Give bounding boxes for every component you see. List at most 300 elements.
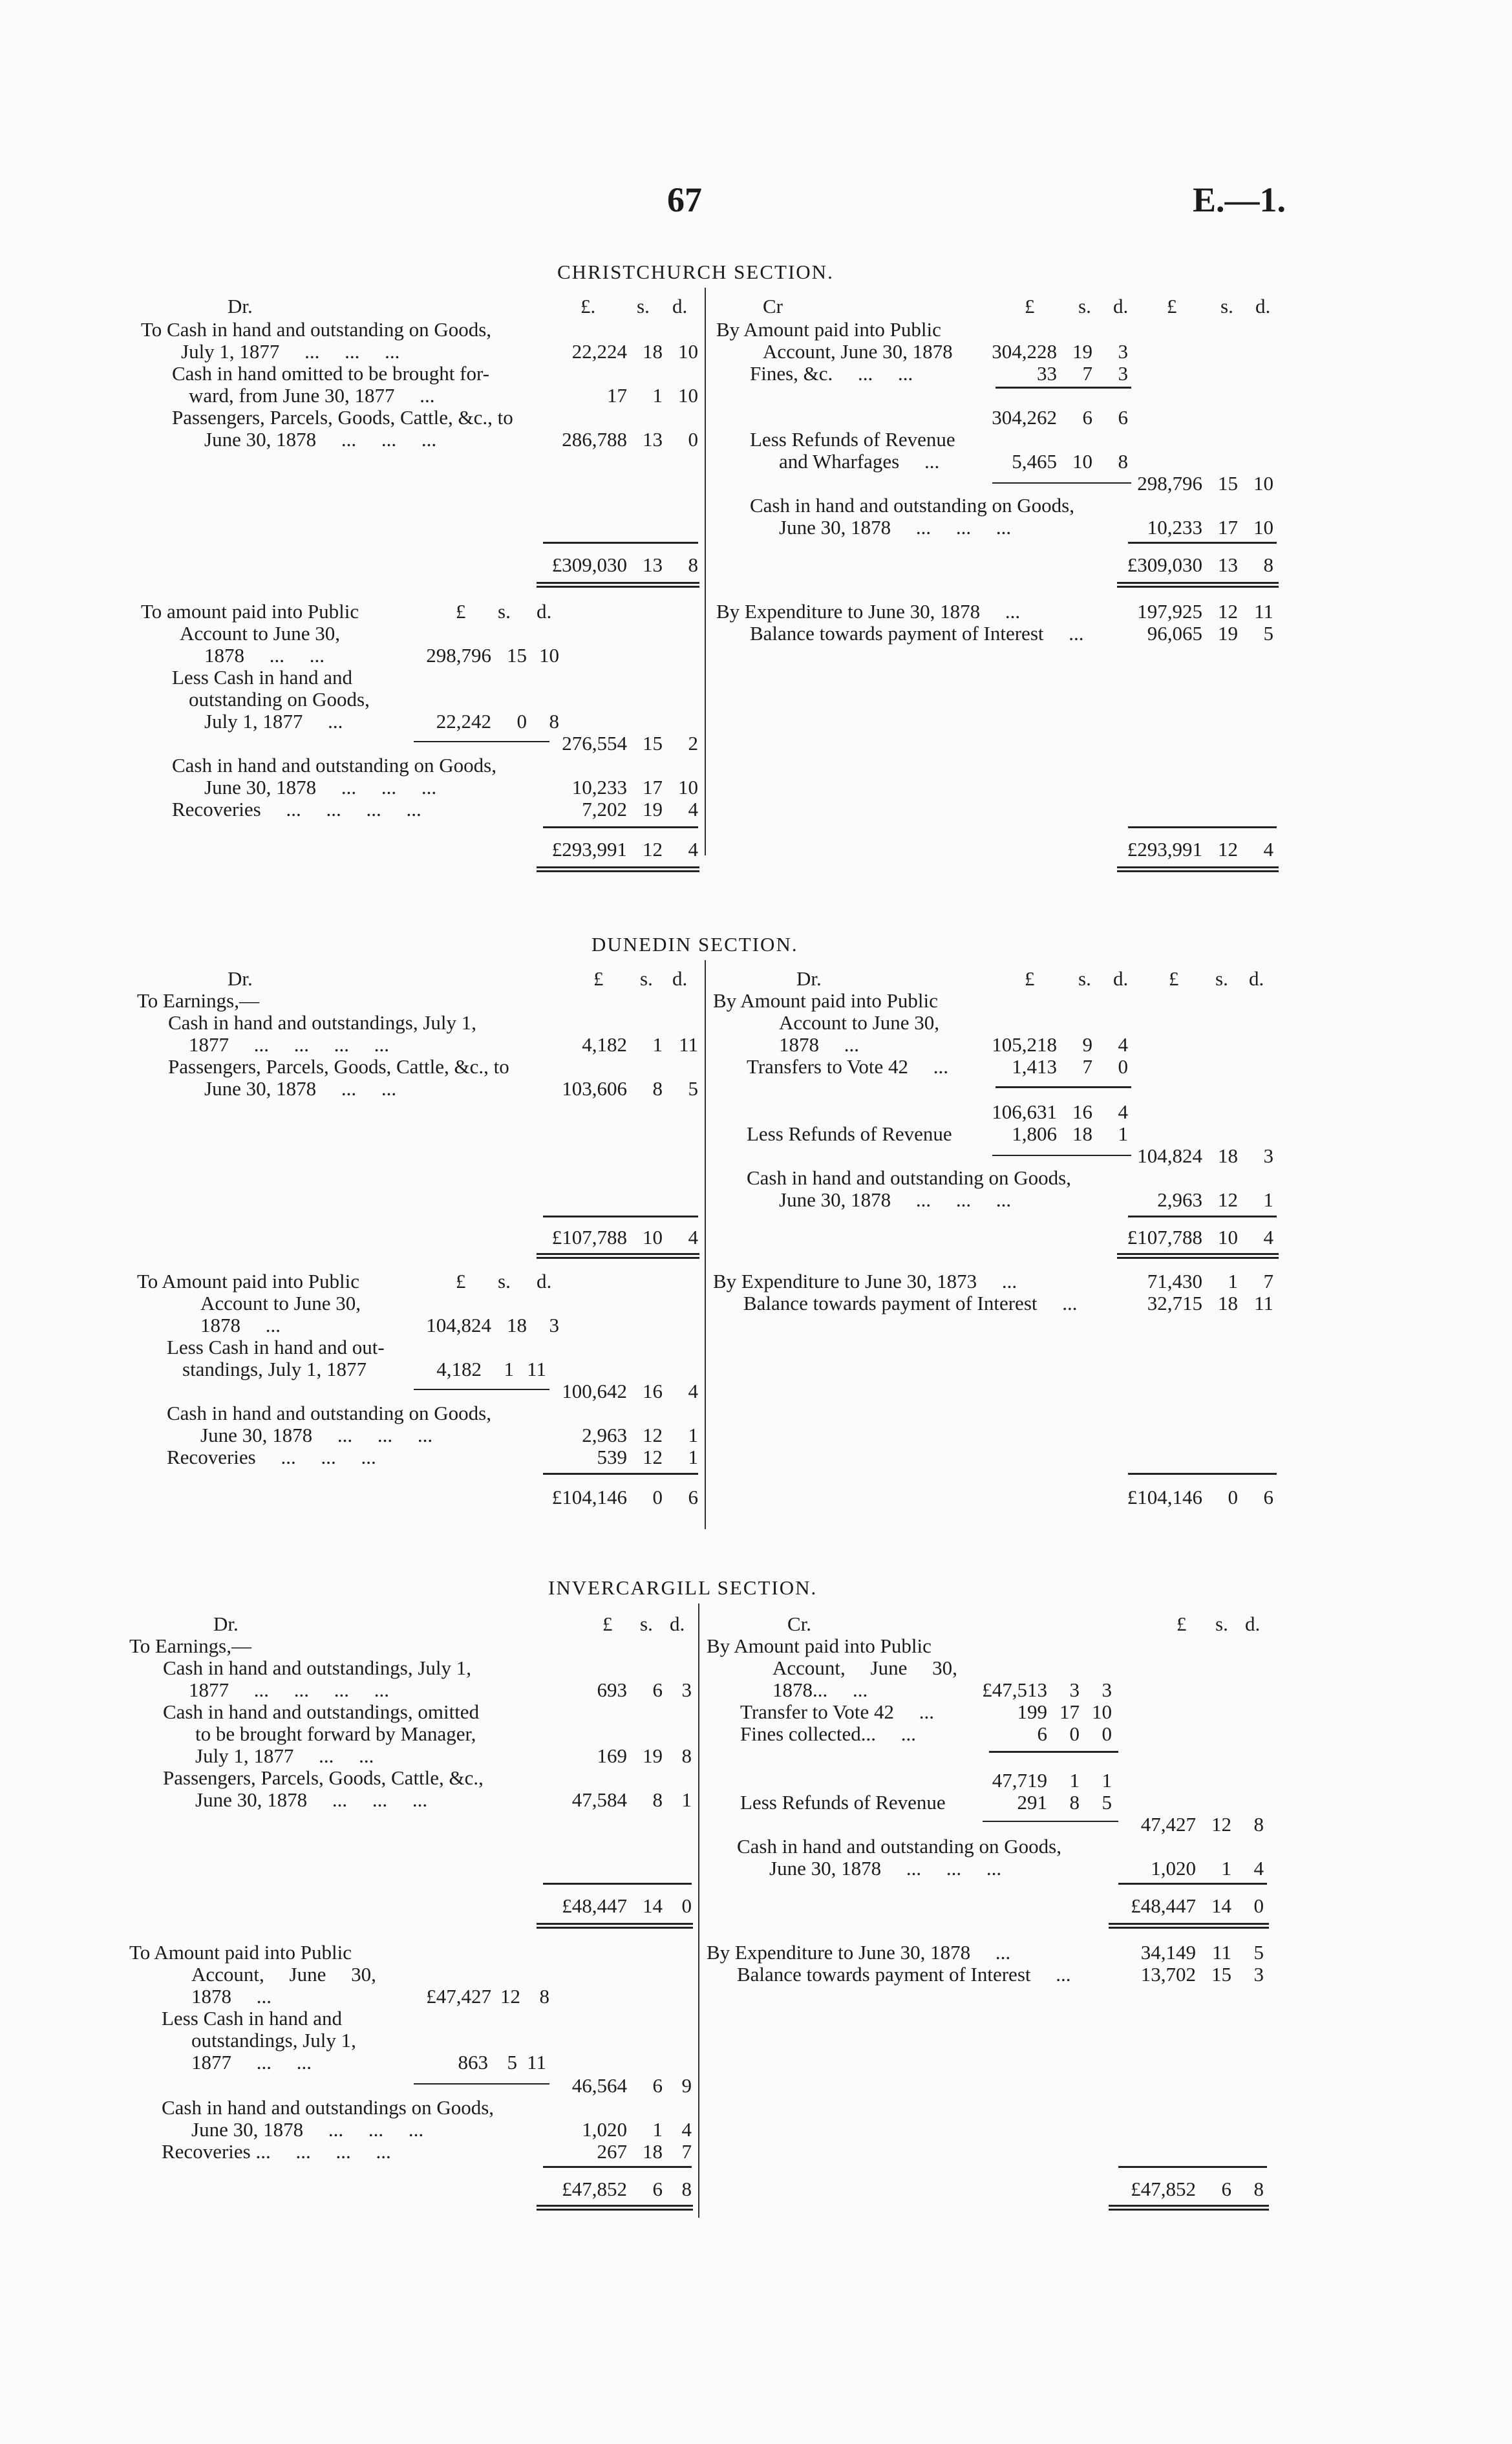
invercargill-cr-line-6-shillings: 8 (1069, 1791, 1080, 1814)
dunedin-cr-total-shillings: 10 (1218, 1226, 1238, 1249)
invercargill-dr-line-8-pence: 1 (681, 1788, 692, 1811)
invercargill-dr2-line-8-shillings: 1 (652, 2118, 663, 2141)
invercargill-cr2-line-1-shillings: 11 (1212, 1941, 1231, 1964)
christchurch-cr-total-pounds: £309,030 (1127, 553, 1202, 576)
dunedin-dr2-line-5-shillings: 1 (504, 1358, 514, 1380)
dunedin-cr-d-heading-2: d. (1249, 967, 1264, 990)
invercargill-cr-heading: Cr. (787, 1613, 812, 1635)
dunedin-cr-line-7-pence: 1 (1263, 1188, 1273, 1211)
invercargill-dr-line-4: Cash in hand and outstandings, omitted (163, 1700, 480, 1723)
christchurch-dr-total-shillings: 13 (643, 553, 663, 576)
invercargill-cr-line-6-pounds: 291 (1017, 1791, 1047, 1814)
christchurch-cr-line-7-pence: 10 (1253, 516, 1273, 539)
invercargill-cr-line-5-pence: 0 (1102, 1722, 1112, 1745)
christchurch-dr-total-rule (543, 542, 698, 544)
invercargill-dr-d-heading: d. (670, 1613, 685, 1635)
christchurch-cr-line-3-shillings: 7 (1082, 362, 1092, 385)
invercargill-dr2-line-3: 1878 ... (191, 1985, 272, 2008)
christchurch-cr2-total-shillings: 12 (1218, 838, 1238, 861)
invercargill-cr-line-1: By Amount paid into Public (707, 1635, 932, 1657)
dunedin-dr-total-pounds: £107,788 (551, 1226, 627, 1249)
christchurch-cr2-line-2-pounds: 96,065 (1147, 622, 1202, 645)
christchurch-cr-d-heading-1: d. (1113, 295, 1129, 317)
invercargill-cr2-line-1: By Expenditure to June 30, 1878 ... (707, 1941, 1011, 1964)
invercargill-cr-s-heading: s. (1215, 1613, 1228, 1635)
invercargill-cr-line-5-pounds: 6 (1037, 1722, 1047, 1745)
dunedin-dr2-line-4: Less Cash in hand and out- (167, 1336, 385, 1358)
dunedin-dr-s-heading: s. (640, 967, 653, 990)
dunedin-dr2-line-8-pence: 1 (688, 1446, 698, 1468)
invercargill-cr-line-4-pence: 10 (1092, 1700, 1112, 1723)
dunedin-cr-sub-pounds: 106,631 (992, 1100, 1057, 1123)
invercargill-divider (698, 1603, 699, 2218)
invercargill-dr2-double-rule (537, 2205, 693, 2211)
invercargill-dr2-line-6-pounds: 863 (458, 2051, 488, 2074)
invercargill-dr-line-7: Passengers, Parcels, Goods, Cattle, &c., (163, 1766, 484, 1789)
dunedin-cr2-line-2-pence: 11 (1254, 1292, 1273, 1314)
dunedin-dr2-line-7: June 30, 1878 ... ... ... (200, 1424, 433, 1446)
christchurch-cr-s-heading-2: s. (1220, 295, 1233, 317)
christchurch-dr-pound-heading: £. (580, 295, 596, 317)
invercargill-dr2-line-1: To Amount paid into Public (129, 1941, 352, 1964)
dunedin-cr-line-4-pounds: 1,413 (1012, 1055, 1057, 1078)
dunedin-cr-line-3: 1878 ... (779, 1033, 859, 1056)
invercargill-dr-line-1: To Earnings,— (129, 1635, 251, 1657)
dunedin-cr-pound-heading-1: £ (1025, 967, 1035, 990)
dunedin-dr2-line-5-pence: 11 (527, 1358, 546, 1380)
invercargill-cr-line-3: 1878... ... (772, 1678, 868, 1701)
invercargill-cr-line-8: June 30, 1878 ... ... ... (769, 1857, 1002, 1880)
christchurch-dr2-line-9-pence: 4 (688, 798, 698, 820)
dunedin-cr-net-pence: 3 (1263, 1144, 1273, 1167)
dunedin-dr2-line-3-shillings: 18 (507, 1314, 527, 1336)
invercargill-dr2-total-pounds: £47,852 (562, 2178, 627, 2200)
christchurch-dr2-line-3-pence: 10 (539, 644, 559, 667)
page-number: 67 (667, 180, 702, 219)
christchurch-cr-line-5-shillings: 10 (1072, 450, 1092, 473)
invercargill-dr2-total-pence: 8 (681, 2178, 692, 2200)
dunedin-dr-line-5-shillings: 8 (652, 1077, 663, 1100)
invercargill-dr2-net-pounds: 46,564 (571, 2074, 627, 2097)
dunedin-cr2-line-1: By Expenditure to June 30, 1873 ... (713, 1270, 1017, 1292)
christchurch-dr2-total-pounds: £293,991 (551, 838, 627, 861)
christchurch-dr2-net-shillings: 15 (643, 732, 663, 755)
christchurch-dr2-total-pence: 4 (688, 838, 698, 861)
christchurch-cr-line-7: June 30, 1878 ... ... ... (779, 516, 1012, 539)
christchurch-cr-pound-heading-1: £ (1025, 295, 1035, 317)
christchurch-dr-line-6-shillings: 13 (643, 428, 663, 451)
dunedin-dr-total-pence: 4 (688, 1226, 698, 1249)
dunedin-cr-s-heading-2: s. (1215, 967, 1228, 990)
invercargill-cr2-total-shillings: 6 (1221, 2178, 1231, 2200)
invercargill-dr-line-3-pence: 3 (681, 1678, 692, 1701)
invercargill-cr-line-8-pounds: 1,020 (1151, 1857, 1196, 1880)
invercargill-dr2-line-6-pence: 11 (527, 2051, 546, 2074)
dunedin-divider (705, 960, 706, 1529)
invercargill-cr-total-pounds: £48,447 (1131, 1894, 1196, 1917)
dunedin-cr-line-4-pence: 0 (1118, 1055, 1128, 1078)
dunedin-dr-line-2: Cash in hand and outstandings, July 1, (168, 1011, 477, 1034)
invercargill-cr2-line-1-pence: 5 (1253, 1941, 1264, 1964)
christchurch-cr-s-heading-1: s. (1078, 295, 1091, 317)
christchurch-cr-line-2-shillings: 19 (1072, 340, 1092, 363)
invercargill-cr-sub-pounds: 47,719 (992, 1769, 1047, 1792)
dunedin-cr-sub-rule (996, 1086, 1131, 1088)
invercargill-dr2-line-4: Less Cash in hand and (162, 2007, 342, 2030)
invercargill-cr-line-6: Less Refunds of Revenue (740, 1791, 946, 1814)
christchurch-cr-line-7-shillings: 17 (1218, 516, 1238, 539)
invercargill-cr-line-8-shillings: 1 (1221, 1857, 1231, 1880)
dunedin-cr2-total-shillings: 0 (1228, 1486, 1238, 1508)
dunedin-dr2-s-heading: s. (498, 1270, 511, 1292)
invercargill-cr-double-rule (1109, 1923, 1269, 1929)
invercargill-dr-line-8-shillings: 8 (652, 1788, 663, 1811)
dunedin-cr-d-heading-1: d. (1113, 967, 1129, 990)
dunedin-cr-line-7-shillings: 12 (1218, 1188, 1238, 1211)
invercargill-section-title: INVERCARGILL SECTION. (548, 1576, 818, 1599)
christchurch-cr2-line-2: Balance towards payment of Interest ... (750, 622, 1084, 645)
invercargill-dr-total-shillings: 14 (643, 1894, 663, 1917)
dunedin-cr2-total-pence: 6 (1263, 1486, 1273, 1508)
dunedin-dr2-line-8-pounds: 539 (597, 1446, 627, 1468)
christchurch-dr2-pound-heading: £ (456, 600, 466, 623)
dunedin-dr-line-3: 1877 ... ... ... ... (189, 1033, 389, 1056)
invercargill-dr-line-6-pounds: 169 (597, 1744, 627, 1767)
invercargill-cr-total-pence: 0 (1253, 1894, 1264, 1917)
christchurch-cr-line-6: Cash in hand and outstanding on Goods, (750, 494, 1074, 517)
invercargill-dr-line-6: July 1, 1877 ... ... (195, 1744, 374, 1767)
invercargill-cr2-total-pounds: £47,852 (1131, 2178, 1196, 2200)
christchurch-dr-line-5: Passengers, Parcels, Goods, Cattle, &c., to (172, 406, 513, 429)
invercargill-dr2-line-2: Account, June 30, (191, 1963, 376, 1986)
invercargill-dr2-line-6: 1877 ... ... (191, 2051, 312, 2074)
dunedin-dr2-total-rule (543, 1473, 698, 1475)
christchurch-cr-sub-shillings: 6 (1082, 406, 1092, 429)
dunedin-dr2-net-rule (414, 1389, 549, 1390)
christchurch-cr-total-rule (1128, 542, 1277, 544)
dunedin-dr-line-3-pounds: 4,182 (582, 1033, 627, 1056)
invercargill-dr-line-5: to be brought forward by Manager, (195, 1722, 476, 1745)
dunedin-cr2-line-2-shillings: 18 (1218, 1292, 1238, 1314)
dunedin-cr-total-pounds: £107,788 (1127, 1226, 1202, 1249)
invercargill-dr-total-pence: 0 (681, 1894, 692, 1917)
christchurch-dr-line-6-pence: 0 (688, 428, 698, 451)
christchurch-dr-line-2-pounds: 22,224 (571, 340, 627, 363)
christchurch-cr-total-shillings: 13 (1218, 553, 1238, 576)
invercargill-cr-d-heading: d. (1245, 1613, 1261, 1635)
invercargill-dr2-line-6-shillings: 5 (507, 2051, 517, 2074)
dunedin-cr-line-5: Less Refunds of Revenue (747, 1122, 952, 1145)
christchurch-cr-sub-pounds: 304,262 (992, 406, 1057, 429)
invercargill-dr-pound-heading: £ (602, 1613, 613, 1635)
christchurch-dr2-line-8-shillings: 17 (643, 776, 663, 799)
invercargill-cr2-total-pence: 8 (1253, 2178, 1264, 2200)
christchurch-dr2-line-3-pounds: 298,796 (426, 644, 491, 667)
christchurch-dr-line-2-shillings: 18 (643, 340, 663, 363)
christchurch-dr-line-1: To Cash in hand and outstanding on Goods, (141, 318, 492, 341)
christchurch-dr2-line-8-pence: 10 (678, 776, 698, 799)
invercargill-dr2-line-3-shillings: 12 (500, 1985, 520, 2008)
dunedin-dr2-line-7-shillings: 12 (643, 1424, 663, 1446)
dunedin-dr-heading: Dr. (228, 967, 253, 990)
dunedin-dr2-net-shillings: 16 (643, 1380, 663, 1402)
christchurch-dr-line-3: Cash in hand omitted to be brought for- (172, 362, 489, 385)
dunedin-cr2-line-1-shillings: 1 (1228, 1270, 1238, 1292)
invercargill-cr-sub-shillings: 1 (1069, 1769, 1080, 1792)
christchurch-cr2-total-pounds: £293,991 (1127, 838, 1202, 861)
dunedin-dr-line-4: Passengers, Parcels, Goods, Cattle, &c., to (168, 1055, 509, 1078)
dunedin-section-title: DUNEDIN SECTION. (591, 933, 798, 956)
invercargill-dr2-line-9-shillings: 18 (643, 2140, 663, 2163)
invercargill-dr2-line-8-pence: 4 (681, 2118, 692, 2141)
dunedin-dr-pound-heading: £ (593, 967, 604, 990)
dunedin-dr2-line-5-pounds: 4,182 (436, 1358, 482, 1380)
invercargill-dr2-line-3-pounds: £47,427 (426, 1985, 491, 2008)
invercargill-dr2-line-5: outstandings, July 1, (191, 2029, 356, 2052)
christchurch-cr-net-rule (992, 482, 1131, 484)
christchurch-dr2-line-1: To amount paid into Public (141, 600, 359, 623)
invercargill-dr-line-6-pence: 8 (681, 1744, 692, 1767)
christchurch-cr-line-2-pence: 3 (1118, 340, 1128, 363)
christchurch-dr2-line-9: Recoveries ... ... ... ... (172, 798, 421, 820)
christchurch-dr2-line-8-pounds: 10,233 (571, 776, 627, 799)
dunedin-dr-total-shillings: 10 (643, 1226, 663, 1249)
invercargill-cr2-double-rule (1109, 2205, 1269, 2211)
dunedin-cr-line-1: By Amount paid into Public (713, 989, 938, 1012)
dunedin-cr-line-6: Cash in hand and outstanding on Goods, (747, 1166, 1071, 1189)
invercargill-dr2-line-9-pence: 7 (681, 2140, 692, 2163)
invercargill-dr-line-2: Cash in hand and outstandings, July 1, (163, 1656, 472, 1679)
dunedin-dr2-net-pounds: 100,642 (562, 1380, 627, 1402)
dunedin-cr-line-3-shillings: 9 (1082, 1033, 1092, 1056)
invercargill-dr2-total-rule (543, 2166, 692, 2168)
dunedin-dr-d-heading: d. (672, 967, 688, 990)
christchurch-dr2-line-3-shillings: 15 (507, 644, 527, 667)
dunedin-dr2-line-8: Recoveries ... ... ... (167, 1446, 376, 1468)
dunedin-dr2-line-6: Cash in hand and outstanding on Goods, (167, 1402, 491, 1424)
christchurch-dr2-net-rule (414, 741, 549, 742)
christchurch-cr-line-3: Fines, &c. ... ... (750, 362, 913, 385)
invercargill-cr-line-3-pounds: £47,513 (982, 1678, 1047, 1701)
christchurch-dr-total-pence: 8 (688, 553, 698, 576)
christchurch-cr-net-pounds: 298,796 (1137, 472, 1202, 495)
christchurch-dr-s-heading: s. (637, 295, 650, 317)
christchurch-dr2-line-9-pounds: 7,202 (582, 798, 627, 820)
invercargill-dr-s-heading: s. (640, 1613, 653, 1635)
christchurch-cr2-line-1-shillings: 12 (1218, 600, 1238, 623)
christchurch-dr-line-4: ward, from June 30, 1877 ... (189, 384, 435, 407)
dunedin-cr-line-7: June 30, 1878 ... ... ... (779, 1188, 1012, 1211)
christchurch-cr-line-4: Less Refunds of Revenue (750, 428, 955, 451)
dunedin-dr-line-3-pence: 11 (679, 1033, 698, 1056)
invercargill-cr-sub-rule (989, 1751, 1118, 1753)
christchurch-dr-heading: Dr. (228, 295, 253, 317)
dunedin-dr-line-5-pence: 5 (688, 1077, 698, 1100)
invercargill-cr-line-6-pence: 5 (1102, 1791, 1112, 1814)
christchurch-dr2-double-rule (537, 866, 699, 872)
invercargill-cr-pound-heading: £ (1177, 1613, 1187, 1635)
invercargill-cr2-line-2-pounds: 13,702 (1140, 1963, 1196, 1986)
dunedin-dr2-line-3: 1878 ... (200, 1314, 281, 1336)
invercargill-cr-line-7: Cash in hand and outstanding on Goods, (737, 1835, 1061, 1858)
christchurch-dr2-s-heading: s. (498, 600, 511, 623)
christchurch-dr2-line-9-shillings: 19 (643, 798, 663, 820)
christchurch-cr-line-5-pounds: 5,465 (1012, 450, 1057, 473)
christchurch-dr2-line-7: Cash in hand and outstanding on Goods, (172, 754, 496, 777)
dunedin-cr2-total-rule (1128, 1473, 1277, 1475)
christchurch-dr-line-2-pence: 10 (678, 340, 698, 363)
dunedin-dr2-total-pounds: £104,146 (551, 1486, 627, 1508)
christchurch-cr-double-rule (1117, 582, 1279, 588)
christchurch-dr-double-rule (537, 582, 699, 588)
dunedin-dr2-total-shillings: 0 (652, 1486, 663, 1508)
dunedin-cr-line-4: Transfers to Vote 42 ... (747, 1055, 949, 1078)
dunedin-cr-net-shillings: 18 (1218, 1144, 1238, 1167)
dunedin-cr-sub-pence: 4 (1118, 1100, 1128, 1123)
dunedin-dr2-net-pence: 4 (688, 1380, 698, 1402)
dunedin-dr2-line-2: Account to June 30, (200, 1292, 361, 1314)
christchurch-dr-total-pounds: £309,030 (551, 553, 627, 576)
invercargill-cr-total-shillings: 14 (1211, 1894, 1231, 1917)
dunedin-dr2-line-3-pence: 3 (549, 1314, 559, 1336)
invercargill-dr-double-rule (537, 1923, 693, 1929)
dunedin-cr2-line-1-pounds: 71,430 (1147, 1270, 1202, 1292)
christchurch-cr2-line-1-pence: 11 (1254, 600, 1273, 623)
dunedin-cr-line-3-pounds: 105,218 (992, 1033, 1057, 1056)
christchurch-cr-net-pence: 10 (1253, 472, 1273, 495)
invercargill-dr2-net-shillings: 6 (652, 2074, 663, 2097)
invercargill-dr2-line-9-pounds: 267 (597, 2140, 627, 2163)
christchurch-cr-line-1: By Amount paid into Public (716, 318, 941, 341)
christchurch-dr2-net-pence: 2 (688, 732, 698, 755)
dunedin-cr-net-rule (992, 1155, 1131, 1156)
dunedin-dr2-pound-heading: £ (456, 1270, 466, 1292)
invercargill-cr-net-shillings: 12 (1211, 1813, 1231, 1836)
christchurch-cr2-line-1: By Expenditure to June 30, 1878 ... (716, 600, 1021, 623)
christchurch-cr-sub-rule (996, 387, 1131, 389)
christchurch-divider (705, 288, 706, 855)
dunedin-dr-double-rule (537, 1253, 699, 1259)
dunedin-cr-total-rule (1128, 1216, 1277, 1217)
invercargill-dr2-total-shillings: 6 (652, 2178, 663, 2200)
christchurch-cr-line-2: Account, June 30, 1878 (763, 340, 953, 363)
christchurch-cr-heading: Cr (763, 295, 783, 317)
invercargill-cr-line-2: Account, June 30, (772, 1656, 957, 1679)
christchurch-dr2-d-heading: d. (537, 600, 552, 623)
christchurch-cr-line-5: and Wharfages ... (779, 450, 940, 473)
invercargill-cr-net-pence: 8 (1253, 1813, 1264, 1836)
christchurch-cr2-line-1-pounds: 197,925 (1137, 600, 1202, 623)
christchurch-dr2-line-3: 1878 ... ... (204, 644, 325, 667)
invercargill-dr2-line-8: June 30, 1878 ... ... ... (191, 2118, 424, 2141)
dunedin-cr-heading: Dr. (796, 967, 822, 990)
christchurch-section-title: CHRISTCHURCH SECTION. (557, 261, 834, 283)
invercargill-cr-line-5: Fines collected... ... (740, 1722, 917, 1745)
dunedin-dr2-total-pence: 6 (688, 1486, 698, 1508)
dunedin-cr-pound-heading-2: £ (1169, 967, 1179, 990)
christchurch-dr2-line-6-shillings: 0 (516, 710, 527, 733)
christchurch-dr-line-4-shillings: 1 (652, 384, 663, 407)
invercargill-dr-total-rule (543, 1883, 692, 1885)
christchurch-dr-line-4-pounds: 17 (607, 384, 627, 407)
dunedin-dr2-line-3-pounds: 104,824 (426, 1314, 491, 1336)
dunedin-cr-total-pence: 4 (1263, 1226, 1273, 1249)
christchurch-cr2-line-2-shillings: 19 (1218, 622, 1238, 645)
christchurch-cr-line-5-pence: 8 (1118, 450, 1128, 473)
dunedin-cr2-total-pounds: £104,146 (1127, 1486, 1202, 1508)
christchurch-cr-sub-pence: 6 (1118, 406, 1128, 429)
invercargill-cr-line-4-pounds: 199 (1017, 1700, 1047, 1723)
dunedin-cr-sub-shillings: 16 (1072, 1100, 1092, 1123)
christchurch-dr2-line-2: Account to June 30, (180, 622, 340, 645)
invercargill-cr-line-8-pence: 4 (1253, 1857, 1264, 1880)
dunedin-dr-line-1: To Earnings,— (137, 989, 259, 1012)
document-reference: E.—1. (1193, 180, 1286, 219)
invercargill-dr2-line-9: Recoveries ... ... ... ... (162, 2140, 391, 2163)
dunedin-dr2-d-heading: d. (537, 1270, 552, 1292)
christchurch-dr2-total-rule (543, 826, 698, 828)
dunedin-cr2-line-1-pence: 7 (1263, 1270, 1273, 1292)
dunedin-cr2-line-2-pounds: 32,715 (1147, 1292, 1202, 1314)
invercargill-dr-line-8-pounds: 47,584 (571, 1788, 627, 1811)
invercargill-dr-line-8: June 30, 1878 ... ... ... (195, 1788, 428, 1811)
dunedin-cr-line-3-pence: 4 (1118, 1033, 1128, 1056)
invercargill-cr-net-pounds: 47,427 (1140, 1813, 1196, 1836)
invercargill-dr2-line-7: Cash in hand and outstandings on Goods, (162, 2096, 495, 2119)
dunedin-dr-line-5-pounds: 103,606 (562, 1077, 627, 1100)
dunedin-cr-line-2: Account to June 30, (779, 1011, 939, 1034)
invercargill-cr-sub-pence: 1 (1102, 1769, 1112, 1792)
invercargill-cr-total-rule (1118, 1883, 1267, 1885)
invercargill-cr2-line-2-pence: 3 (1253, 1963, 1264, 1986)
christchurch-cr-total-pence: 8 (1263, 553, 1273, 576)
christchurch-dr2-line-8: June 30, 1878 ... ... ... (204, 776, 437, 799)
christchurch-cr-line-7-pounds: 10,233 (1147, 516, 1202, 539)
invercargill-cr-line-4: Transfer to Vote 42 ... (740, 1700, 934, 1723)
christchurch-dr2-line-6-pence: 8 (549, 710, 559, 733)
dunedin-dr2-line-7-pounds: 2,963 (582, 1424, 627, 1446)
dunedin-cr2-line-2: Balance towards payment of Interest ... (743, 1292, 1078, 1314)
christchurch-dr-line-2: July 1, 1877 ... ... ... (181, 340, 400, 363)
christchurch-dr-line-6-pounds: 286,788 (562, 428, 627, 451)
dunedin-dr-line-5: June 30, 1878 ... ... (204, 1077, 397, 1100)
dunedin-cr-line-5-pounds: 1,806 (1012, 1122, 1057, 1145)
christchurch-cr-pound-heading-2: £ (1167, 295, 1177, 317)
dunedin-dr-total-rule (543, 1216, 698, 1217)
christchurch-dr2-total-shillings: 12 (643, 838, 663, 861)
dunedin-dr2-line-1: To Amount paid into Public (137, 1270, 359, 1292)
christchurch-cr-line-2-pounds: 304,228 (992, 340, 1057, 363)
christchurch-dr2-line-5: outstanding on Goods, (189, 688, 370, 711)
christchurch-cr2-total-pence: 4 (1263, 838, 1273, 861)
dunedin-dr2-line-8-shillings: 12 (643, 1446, 663, 1468)
invercargill-dr2-net-rule (414, 2083, 549, 2085)
invercargill-dr-line-6-shillings: 19 (643, 1744, 663, 1767)
invercargill-cr-net-rule (983, 1821, 1118, 1822)
dunedin-cr-line-7-pounds: 2,963 (1157, 1188, 1202, 1211)
christchurch-dr-d-heading: d. (672, 295, 688, 317)
dunedin-cr-double-rule (1117, 1253, 1279, 1259)
invercargill-cr-line-4-shillings: 17 (1059, 1700, 1080, 1723)
dunedin-cr-s-heading-1: s. (1078, 967, 1091, 990)
invercargill-dr2-line-3-pence: 8 (539, 1985, 549, 2008)
invercargill-cr2-line-2: Balance towards payment of Interest ... (737, 1963, 1071, 1986)
christchurch-cr-d-heading-2: d. (1255, 295, 1271, 317)
christchurch-cr2-line-2-pence: 5 (1263, 622, 1273, 645)
dunedin-dr-line-3-shillings: 1 (652, 1033, 663, 1056)
christchurch-cr2-double-rule (1117, 866, 1279, 872)
invercargill-dr-heading: Dr. (213, 1613, 239, 1635)
